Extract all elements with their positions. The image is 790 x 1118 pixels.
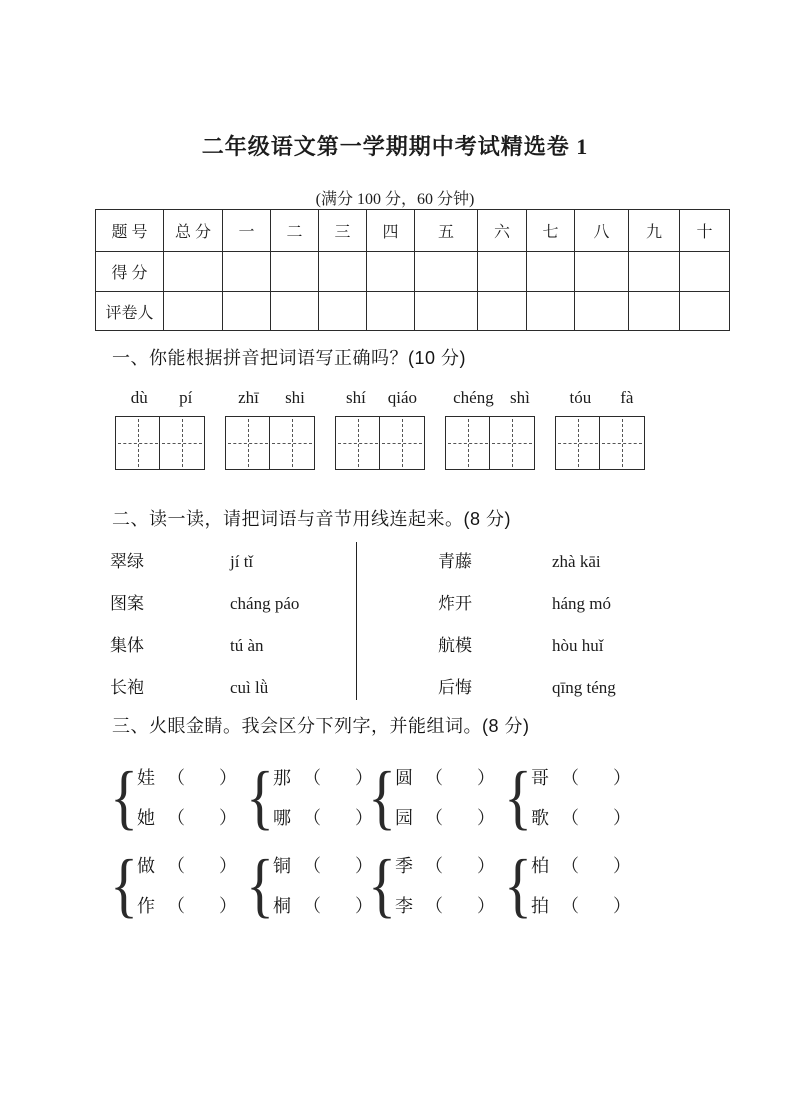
match-left-column xyxy=(110,551,299,719)
match-divider-line xyxy=(356,542,357,700)
pair-line xyxy=(531,797,631,837)
pair-char: 铜 xyxy=(273,856,291,876)
pair-line xyxy=(395,845,495,885)
paren-close: ） xyxy=(613,896,631,916)
pair-line xyxy=(273,885,373,925)
score-row xyxy=(96,252,730,292)
match-word: 炸开 xyxy=(438,594,472,613)
pinyin-label: shi xyxy=(285,388,305,407)
pair-char: 娃 xyxy=(137,768,155,788)
pinyin-group xyxy=(445,386,538,408)
pair-line xyxy=(531,885,631,925)
pinyin-label: qiáo xyxy=(387,388,418,407)
score-empty-cell xyxy=(575,252,629,292)
score-empty-cell xyxy=(271,292,319,331)
paren-close: ） xyxy=(613,768,631,788)
pair-char: 那 xyxy=(273,768,291,788)
match-word: 翠绿 xyxy=(110,552,144,571)
paren-close: ） xyxy=(477,856,495,876)
pinyin-label: tóu xyxy=(569,388,592,407)
match-pinyin: hòu huǐ xyxy=(552,636,604,655)
score-header-cell: 五 xyxy=(415,210,478,252)
pair-char: 桐 xyxy=(273,896,291,916)
brace-icon: { xyxy=(368,755,396,837)
writing-grid-group xyxy=(335,416,425,470)
writing-cell xyxy=(445,416,491,470)
writing-cell xyxy=(489,416,535,470)
match-pinyin: cuì lǜ xyxy=(230,678,269,697)
paren-open: （ xyxy=(167,768,185,788)
pair-line xyxy=(137,885,237,925)
score-header-cell: 十 xyxy=(680,210,730,252)
match-word: 青藤 xyxy=(438,552,472,571)
pair-line xyxy=(395,797,495,837)
exam-subtitle: (满分 100 分，60 分钟) xyxy=(315,191,475,208)
pinyin-label: fà xyxy=(620,388,634,407)
match-row xyxy=(110,551,299,593)
score-empty-cell xyxy=(367,252,415,292)
paren-open: （ xyxy=(167,856,185,876)
pinyin-label: dù xyxy=(130,388,148,407)
writing-cell xyxy=(555,416,601,470)
grader-row xyxy=(96,292,730,331)
paren-close: ） xyxy=(355,896,373,916)
score-empty-cell xyxy=(319,252,367,292)
pair-char: 哥 xyxy=(531,768,549,788)
match-row xyxy=(438,551,616,593)
pair-line xyxy=(531,757,631,797)
section-1-heading: 一、你能根据拼音把词语写正确吗？(10 分) xyxy=(112,348,467,368)
score-header-cell: 八 xyxy=(575,210,629,252)
section-3-heading: 三、火眼金睛。我会区分下列字，并能组词。(8 分) xyxy=(112,716,530,736)
pair-line xyxy=(137,797,237,837)
score-empty-cell xyxy=(680,252,730,292)
score-empty-cell xyxy=(629,252,680,292)
score-empty-cell xyxy=(527,292,575,331)
brace-icon: { xyxy=(246,755,274,837)
writing-cell xyxy=(599,416,645,470)
match-word: 长袍 xyxy=(110,678,144,697)
score-table-header-row xyxy=(96,210,730,252)
match-row xyxy=(110,635,299,677)
pair-line xyxy=(137,757,237,797)
paren-close: ） xyxy=(355,856,373,876)
paren-open: （ xyxy=(561,896,579,916)
score-empty-cell xyxy=(367,292,415,331)
pair-char: 柏 xyxy=(531,856,549,876)
writing-cell xyxy=(379,416,425,470)
paren-open: （ xyxy=(303,856,321,876)
paren-close: ） xyxy=(219,808,237,828)
pair-line xyxy=(273,797,373,837)
score-header-cell: 一 xyxy=(223,210,271,252)
paren-open: （ xyxy=(425,896,443,916)
score-empty-cell xyxy=(223,292,271,331)
pinyin-group xyxy=(335,386,428,408)
pair-line xyxy=(395,757,495,797)
pinyin-group xyxy=(225,386,318,408)
match-word: 图案 xyxy=(110,594,144,613)
match-word: 后悔 xyxy=(438,678,472,697)
score-empty-cell xyxy=(415,252,478,292)
score-header-cell: 七 xyxy=(527,210,575,252)
score-header-cell: 九 xyxy=(629,210,680,252)
paren-close: ） xyxy=(477,768,495,788)
pinyin-label: chéng xyxy=(453,388,494,407)
score-header-cell: 四 xyxy=(367,210,415,252)
brace-icon: { xyxy=(246,843,274,925)
match-pinyin: háng mó xyxy=(552,594,612,613)
score-empty-cell xyxy=(164,292,223,331)
score-empty-cell xyxy=(478,252,527,292)
match-row xyxy=(438,635,616,677)
paren-open: （ xyxy=(167,808,185,828)
paren-close: ） xyxy=(477,896,495,916)
paren-open: （ xyxy=(303,768,321,788)
page-title: 二年级语文第一学期期中考试精选卷 1 xyxy=(201,134,589,159)
score-empty-cell xyxy=(164,252,223,292)
pair-line xyxy=(395,885,495,925)
pinyin-label: pí xyxy=(179,388,193,407)
paren-open: （ xyxy=(303,896,321,916)
pair-char: 圆 xyxy=(395,768,413,788)
pair-row xyxy=(0,755,790,845)
paren-close: ） xyxy=(477,808,495,828)
pair-line xyxy=(273,845,373,885)
pair-char: 作 xyxy=(137,896,155,916)
paren-open: （ xyxy=(167,896,185,916)
paren-open: （ xyxy=(561,768,579,788)
match-pinyin: qīng téng xyxy=(552,678,616,697)
score-row-label: 评卷人 xyxy=(96,292,164,331)
writing-cell xyxy=(269,416,315,470)
writing-cell xyxy=(225,416,271,470)
score-header-cell: 题 号 xyxy=(96,210,164,252)
score-empty-cell xyxy=(478,292,527,331)
paren-close: ） xyxy=(219,896,237,916)
pinyin-group xyxy=(115,386,208,408)
pair-char: 歌 xyxy=(531,808,549,828)
match-row xyxy=(438,593,616,635)
writing-grid-group xyxy=(445,416,535,470)
brace-icon: { xyxy=(110,755,138,837)
pair-char: 哪 xyxy=(273,808,291,828)
match-row xyxy=(110,593,299,635)
paren-open: （ xyxy=(561,856,579,876)
paren-open: （ xyxy=(425,808,443,828)
pair-char: 她 xyxy=(137,808,155,828)
pair-row xyxy=(0,843,790,933)
score-header-cell: 六 xyxy=(478,210,527,252)
score-empty-cell xyxy=(527,252,575,292)
pinyin-label: shì xyxy=(510,388,530,407)
pair-char: 季 xyxy=(395,856,413,876)
match-pinyin: tú àn xyxy=(230,636,264,655)
writing-cell xyxy=(335,416,381,470)
score-empty-cell xyxy=(415,292,478,331)
pinyin-label: shí xyxy=(345,388,366,407)
pinyin-group xyxy=(555,386,648,408)
paren-close: ） xyxy=(219,856,237,876)
writing-cell xyxy=(115,416,161,470)
pair-char: 园 xyxy=(395,808,413,828)
score-header-cell: 二 xyxy=(271,210,319,252)
score-empty-cell xyxy=(680,292,730,331)
paren-close: ） xyxy=(613,856,631,876)
writing-cell xyxy=(159,416,205,470)
brace-icon: { xyxy=(110,843,138,925)
score-empty-cell xyxy=(223,252,271,292)
paren-open: （ xyxy=(425,768,443,788)
brace-icon: { xyxy=(368,843,396,925)
match-word: 集体 xyxy=(110,636,144,655)
pair-line xyxy=(137,845,237,885)
score-empty-cell xyxy=(629,292,680,331)
score-table xyxy=(95,209,730,331)
paren-close: ） xyxy=(355,768,373,788)
score-empty-cell xyxy=(271,252,319,292)
match-pinyin: cháng páo xyxy=(230,594,300,613)
paren-close: ） xyxy=(355,808,373,828)
match-right-column xyxy=(438,551,616,719)
score-empty-cell xyxy=(319,292,367,331)
brace-icon: { xyxy=(504,843,532,925)
match-pinyin: jí tǐ xyxy=(230,552,254,571)
match-word: 航模 xyxy=(438,636,472,655)
pinyin-label: zhī xyxy=(238,388,259,407)
score-empty-cell xyxy=(575,292,629,331)
pair-line xyxy=(273,757,373,797)
pair-char: 做 xyxy=(137,856,155,876)
paren-open: （ xyxy=(561,808,579,828)
writing-grid-group xyxy=(115,416,205,470)
writing-grid-group xyxy=(225,416,315,470)
pair-line xyxy=(531,845,631,885)
paren-open: （ xyxy=(425,856,443,876)
score-header-cell: 总 分 xyxy=(164,210,223,252)
section-2-heading: 二、读一读，请把词语与音节用线连起来。(8 分) xyxy=(112,509,511,529)
brace-icon: { xyxy=(504,755,532,837)
writing-grid-group xyxy=(555,416,645,470)
score-row-label: 得 分 xyxy=(96,252,164,292)
paren-close: ） xyxy=(219,768,237,788)
pair-char: 拍 xyxy=(531,896,549,916)
paren-close: ） xyxy=(613,808,631,828)
score-header-cell: 三 xyxy=(319,210,367,252)
paren-open: （ xyxy=(303,808,321,828)
pair-char: 李 xyxy=(395,896,413,916)
match-pinyin: zhà kāi xyxy=(552,552,601,571)
